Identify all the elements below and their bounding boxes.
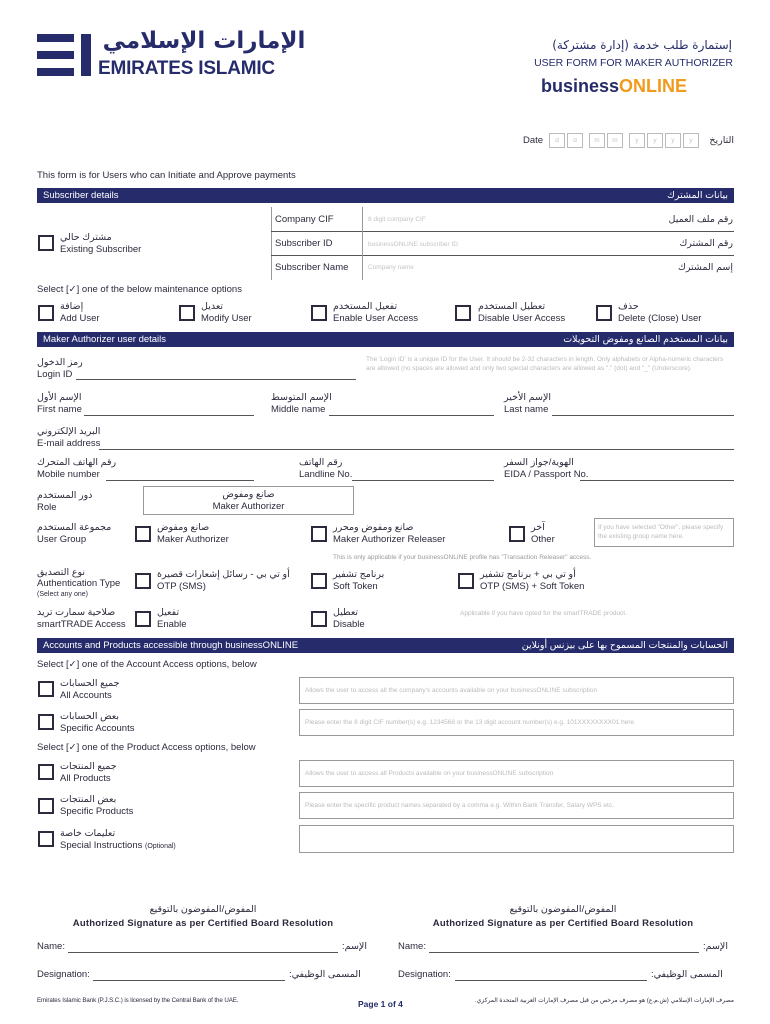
product-access-prompt: Select [✓] one of the Product Access options, below — [37, 742, 256, 753]
date-box-d2[interactable]: d — [567, 133, 583, 148]
add-user-ar: إضافة — [60, 301, 84, 312]
maker-bar-ar: بيانات المستخدم الصانع ومفوض التحويلات — [563, 334, 728, 345]
modify-user-checkbox[interactable] — [179, 305, 195, 321]
footer-license-ar: مصرف الإمارات الإسلامي (ش.م.ع) هو مصرف مرخص من قبل مصرف الإمارات العربية المتحدة المركزي. — [474, 998, 734, 1004]
disable-user-checkbox[interactable] — [455, 305, 471, 321]
middle-name-input[interactable] — [329, 404, 494, 416]
group-releaser-checkbox[interactable] — [311, 526, 327, 542]
login-id-input[interactable] — [76, 368, 356, 380]
form-title-english: USER FORM FOR MAKER AUTHORIZER — [534, 57, 733, 69]
auth-otp-en: OTP (SMS) — [157, 581, 206, 592]
subscriber-name-input[interactable]: Company name — [368, 264, 414, 271]
brand-online: ONLINE — [618, 76, 687, 96]
landline-ar: رقم الهاتف — [299, 457, 343, 468]
subscriber-section-bar — [37, 188, 734, 203]
signature-heading-ar-right: المفوض/المفوضون بالتوقيع — [509, 904, 617, 915]
add-user-checkbox[interactable] — [38, 305, 54, 321]
subscriber-name-label: Subscriber Name — [275, 262, 349, 273]
group-opt1-ar: صانع ومفوض — [157, 522, 210, 533]
eida-ar: الهوية/جواز السفر — [504, 457, 574, 468]
group-other-checkbox[interactable] — [509, 526, 525, 542]
role-ar: دور المستخدم — [37, 490, 93, 501]
last-name-ar: الإسم الأخير — [504, 392, 552, 403]
auth-otp-soft-token-en: OTP (SMS) + Soft Token — [480, 581, 585, 592]
specific-accounts-en: Specific Accounts — [60, 723, 135, 734]
specific-accounts-note: Please enter the 8 digit CIF number(s) e.g. 1234568 or the 13 digit account number(s) e.g. 101XXXXXXXX01 here — [305, 719, 635, 726]
auth-otp-soft-token-ar: أو تي بي + برنامج تشفير — [480, 569, 576, 580]
smarttrade-enable-checkbox[interactable] — [135, 611, 151, 627]
subscriber-id-ar: رقم المشترك — [679, 238, 733, 249]
sig2-name-ar: الإسم: — [703, 941, 728, 952]
user-group-ar: مجموعة المستخدم — [37, 522, 112, 533]
sig2-name-input[interactable] — [429, 941, 699, 953]
auth-type-ar: نوع التصديق — [37, 567, 86, 578]
accounts-bar-ar: الحسابات والمنتجات المسموح بها على بيزنس أونلاين — [521, 640, 728, 651]
releaser-note: This is only applicable if your businessONLINE profile has "Transaction Releaser" access. — [333, 554, 592, 561]
special-instructions-checkbox[interactable] — [38, 831, 54, 847]
group-maker-authorizer-checkbox[interactable] — [135, 526, 151, 542]
delete-user-ar: حذف — [618, 301, 639, 312]
login-id-ar: رمز الدخول — [37, 357, 83, 368]
smarttrade-en: smartTRADE Access — [37, 619, 126, 630]
role-value-en: Maker Authorizer — [212, 501, 285, 512]
subscriber-name-ar: إسم المشترك — [677, 262, 733, 273]
sig1-designation-label: Designation: — [37, 969, 90, 980]
user-group-en: User Group — [37, 534, 87, 545]
brand-business: business — [540, 76, 619, 96]
other-group-note: If you have selected "Other", please specify the existing group name here. — [598, 524, 724, 540]
landline-input[interactable] — [352, 469, 494, 481]
sig2-name-label: Name: — [398, 941, 426, 952]
existing-subscriber-en: Existing Subscriber — [60, 244, 142, 255]
mobile-input[interactable] — [106, 469, 254, 481]
auth-soft-token-checkbox[interactable] — [311, 573, 327, 589]
all-accounts-checkbox[interactable] — [38, 681, 54, 697]
smarttrade-ar: صلاحية سمارت تريد — [37, 607, 116, 618]
footer-page-number: Page 1 of 4 — [358, 999, 403, 1009]
date-box-m2[interactable]: m — [607, 133, 623, 148]
company-cif-label: Company CIF — [275, 214, 334, 225]
all-products-ar: جميع المنتجات — [60, 761, 117, 772]
all-accounts-note: Allows the user to access all the company's accounts available on your businessONLINE subscription — [305, 687, 598, 694]
signature-heading-en-left: Authorized Signature as per Certified Board Resolution — [72, 918, 334, 929]
enable-user-ar: تفعيل المستخدم — [333, 301, 398, 312]
last-name-en: Last name — [504, 404, 549, 415]
auth-soft-token-en: Soft Token — [333, 581, 378, 592]
date-box-d1[interactable]: d — [549, 133, 565, 148]
sig1-name-ar: الإسم: — [342, 941, 367, 952]
group-opt3-en: Other — [531, 534, 555, 545]
date-box-y3[interactable]: y — [665, 133, 681, 148]
all-products-note: Allows the user to access all Products available on your businessONLINE subscription — [305, 770, 554, 777]
sig2-designation-ar: المسمى الوظيفي: — [651, 969, 723, 980]
delete-user-en: Delete (Close) User — [618, 313, 702, 324]
landline-en: Landline No. — [299, 469, 353, 480]
add-user-en: Add User — [60, 313, 100, 324]
middle-name-en: Middle name — [271, 404, 326, 415]
all-accounts-en: All Accounts — [60, 690, 112, 701]
date-box-y2[interactable]: y — [647, 133, 663, 148]
last-name-input[interactable] — [552, 404, 734, 416]
role-value-ar: صانع ومفوض — [222, 489, 275, 500]
specific-accounts-checkbox[interactable] — [38, 714, 54, 730]
auth-type-sub: (Select any one) — [37, 591, 88, 598]
email-input[interactable] — [99, 438, 734, 450]
form-title-arabic: إستمارة طلب خدمة (إدارة مشتركة) — [552, 38, 732, 52]
sig2-designation-input[interactable] — [455, 969, 647, 981]
subscriber-bar-en: Subscriber details — [43, 190, 119, 201]
first-name-ar: الإسم الأول — [37, 392, 82, 403]
special-instructions-en — [60, 840, 176, 853]
first-name-input[interactable] — [84, 404, 254, 416]
special-instructions-optional: (Optional) — [145, 843, 176, 850]
enable-user-checkbox[interactable] — [311, 305, 327, 321]
date-label: Date — [523, 135, 544, 146]
enable-user-en: Enable User Access — [333, 313, 419, 324]
mobile-ar: رقم الهاتف المتحرك — [37, 457, 117, 468]
specific-products-ar: بعض المنتجات — [60, 794, 117, 805]
auth-otp-checkbox[interactable] — [135, 573, 151, 589]
specific-products-en: Specific Products — [60, 806, 134, 817]
auth-otp-soft-token-checkbox[interactable] — [458, 573, 474, 589]
eida-en: EIDA / Passport No. — [504, 469, 589, 480]
mobile-en: Mobile number — [37, 469, 100, 480]
company-cif-input[interactable]: 8 digit company CIF — [368, 216, 426, 223]
eida-input[interactable] — [580, 469, 734, 481]
auth-otp-ar: أو تي بي - رسائل إشعارات قصيرة — [157, 569, 290, 580]
smarttrade-disable-checkbox[interactable] — [311, 611, 327, 627]
delete-user-checkbox[interactable] — [596, 305, 612, 321]
group-opt3-ar: آخر — [531, 522, 545, 533]
group-opt2-ar: صانع ومفوض ومحرر — [333, 522, 414, 533]
sig2-designation-label: Designation: — [398, 969, 451, 980]
login-id-note: The 'Login ID' is a unique ID for the User. It should be 2-32 characters in length. Only alphabets or Alpha-numeric characters are allowed (no spaces are allowed and only two special characters are allowed as "." (dot) and "_" (Underscore). — [366, 356, 724, 372]
sig1-designation-ar: المسمى الوظيفي: — [289, 969, 361, 980]
all-accounts-ar: جميع الحسابات — [60, 678, 120, 689]
smarttrade-enable-ar: تفعيل — [157, 607, 180, 618]
modify-user-ar: تعديل — [201, 301, 224, 312]
modify-user-en: Modify User — [201, 313, 252, 324]
subscriber-bar-ar: بيانات المشترك — [667, 190, 728, 201]
specific-products-checkbox[interactable] — [38, 798, 54, 814]
middle-name-ar: الإسم المتوسط — [271, 392, 332, 403]
account-access-prompt: Select [✓] one of the Account Access options, below — [37, 659, 257, 670]
maker-section-bar — [37, 332, 734, 347]
smarttrade-disable-en: Disable — [333, 619, 365, 630]
smarttrade-note: Applicable if you have opted for the smartTRADE product. — [460, 610, 627, 617]
specific-products-note: Please enter the specific product names separated by a comma e.g. Within Bank Transfer, Salary WPS etc. — [305, 802, 614, 809]
emirates-islamic-logo-mark — [37, 34, 91, 76]
group-opt2-en: Maker Authorizer Releaser — [333, 534, 446, 545]
special-instructions-ar: تعليمات خاصة — [60, 828, 116, 839]
all-products-en: All Products — [60, 773, 111, 784]
date-box-m1[interactable]: m — [589, 133, 605, 148]
maintenance-prompt: Select [✓] one of the below maintenance options — [37, 284, 242, 295]
role-en: Role — [37, 502, 57, 513]
email-ar: البريد الإلكتروني — [37, 426, 101, 437]
intro-text: This form is for Users who can Initiate and Approve payments — [37, 170, 296, 181]
date-box-y1[interactable]: y — [629, 133, 645, 148]
email-en: E-mail address — [37, 438, 101, 449]
accounts-section-bar — [37, 638, 734, 653]
disable-user-ar: تعطيل المستخدم — [478, 301, 546, 312]
auth-soft-token-ar: برنامج تشفير — [333, 569, 385, 580]
maker-bar-en: Maker Authorizer user details — [43, 334, 167, 345]
sig1-name-input[interactable] — [68, 941, 338, 953]
existing-subscriber-ar: مشترك حالي — [60, 232, 112, 243]
sig1-name-label: Name: — [37, 941, 65, 952]
business-online-brand — [541, 76, 687, 97]
all-products-checkbox[interactable] — [38, 764, 54, 780]
specific-accounts-ar: بعض الحسابات — [60, 711, 120, 722]
signature-heading-en-right: Authorized Signature as per Certified Board Resolution — [432, 918, 694, 929]
disable-user-en: Disable User Access — [478, 313, 566, 324]
subscriber-id-label: Subscriber ID — [275, 238, 333, 249]
existing-subscriber-checkbox[interactable] — [38, 235, 54, 251]
logo-arabic: الإمارات الإسلامي — [102, 28, 306, 54]
company-cif-ar: رقم ملف العميل — [668, 214, 733, 225]
accounts-bar-en: Accounts and Products accessible through businessONLINE — [43, 640, 299, 651]
subscriber-id-input[interactable]: businessONLINE subscriber ID — [368, 241, 458, 248]
footer-license-en: Emirates Islamic Bank (P.J.S.C.) is licensed by the Central Bank of the UAE. — [37, 997, 239, 1004]
auth-type-en: Authentication Type — [37, 578, 121, 589]
date-box-y4[interactable]: y — [683, 133, 699, 148]
first-name-en: First name — [37, 404, 82, 415]
signature-heading-ar-left: المفوض/المفوضون بالتوقيع — [149, 904, 257, 915]
sig1-designation-input[interactable] — [93, 969, 285, 981]
smarttrade-enable-en: Enable — [157, 619, 187, 630]
special-instructions-input[interactable] — [299, 825, 734, 853]
date-label-arabic: التاريخ — [709, 135, 734, 146]
group-opt1-en: Maker Authorizer — [157, 534, 229, 545]
logo-english: EMIRATES ISLAMIC — [98, 58, 275, 79]
smarttrade-disable-ar: تعطيل — [333, 607, 359, 618]
login-id-en: Login ID — [37, 369, 73, 380]
special-instructions-label: Special Instructions — [60, 840, 143, 851]
